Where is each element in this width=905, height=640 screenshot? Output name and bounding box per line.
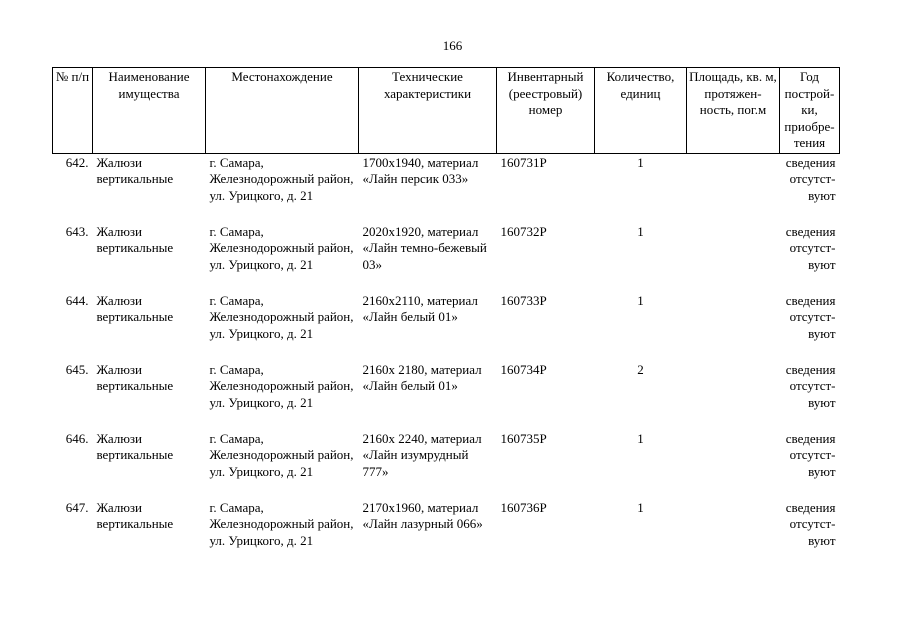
quantity: 1 (637, 292, 644, 308)
inventory-number: 160734Р (500, 361, 547, 377)
table-row (53, 153, 840, 224)
header-cell: Наименование имущества (93, 68, 206, 154)
table-row (53, 224, 840, 293)
property-name: Жалюзи вертикальные (96, 292, 174, 324)
table-row (53, 431, 840, 500)
area-length (687, 431, 780, 500)
property-name: Жалюзи вертикальные (96, 499, 174, 531)
area-length (687, 500, 780, 569)
inventory-number: 160732Р (500, 223, 547, 239)
property-location: г. Самара, Железнодорожный район, ул. Урицкого, д. 21 (209, 361, 354, 410)
property-location: г. Самара, Железнодорожный район, ул. Урицкого, д. 21 (209, 430, 354, 479)
table-row (53, 362, 840, 431)
row-number: 645. (65, 361, 89, 377)
header-cell: Количество, единиц (595, 68, 687, 154)
row-number: 644. (65, 292, 89, 308)
property-name: Жалюзи вертикальные (96, 361, 174, 393)
year-built: сведения отсутст-вуют (785, 499, 836, 548)
header-cell: Год построй-ки, приобре-тения (780, 68, 840, 154)
row-number: 646. (65, 430, 89, 446)
inventory-number: 160733Р (500, 292, 547, 308)
inventory-number: 160736Р (500, 499, 547, 515)
property-location: г. Самара, Железнодорожный район, ул. Урицкого, д. 21 (209, 499, 354, 548)
area-length (687, 293, 780, 362)
inventory-number: 160735Р (500, 430, 547, 446)
technical-specs: 2160х2110, материал «Лайн белый 01» (362, 292, 478, 324)
row-number: 647. (65, 499, 89, 515)
year-built: сведения отсутст-вуют (785, 292, 836, 341)
technical-specs: 2160х 2240, материал «Лайн изумрудный 777» (362, 430, 482, 479)
quantity: 1 (637, 430, 644, 446)
year-built: сведения отсутст-вуют (785, 154, 836, 203)
area-length (687, 153, 780, 224)
technical-specs: 2170х1960, материал «Лайн лазурный 066» (362, 499, 483, 531)
quantity: 1 (637, 499, 644, 515)
header-cell: Местонахождение (206, 68, 359, 154)
property-location: г. Самара, Железнодорожный район, ул. Урицкого, д. 21 (209, 154, 354, 203)
row-number: 643. (65, 223, 89, 239)
area-length (687, 224, 780, 293)
property-name: Жалюзи вертикальные (96, 223, 174, 255)
quantity: 1 (637, 154, 644, 170)
property-name: Жалюзи вертикальные (96, 154, 174, 186)
technical-specs: 2160х 2180, материал «Лайн белый 01» (362, 361, 482, 393)
year-built: сведения отсутст-вуют (785, 361, 836, 410)
header-cell: № п/п (53, 68, 93, 154)
year-built: сведения отсутст-вуют (785, 223, 836, 272)
property-registry-table (52, 67, 840, 569)
table-row (53, 500, 840, 569)
inventory-number: 160731Р (500, 154, 547, 170)
quantity: 1 (637, 223, 644, 239)
row-number: 642. (65, 154, 89, 170)
property-location: г. Самара, Железнодорожный район, ул. Урицкого, д. 21 (209, 223, 354, 272)
header-cell: Площадь, кв. м, протяжен-ность, пог.м (687, 68, 780, 154)
quantity: 2 (637, 361, 644, 377)
property-name: Жалюзи вертикальные (96, 430, 174, 462)
header-cell: Инвентарный (реестровый) номер (497, 68, 595, 154)
year-built: сведения отсутст-вуют (785, 430, 836, 479)
technical-specs: 2020х1920, материал «Лайн темно-бежевый 03» (362, 223, 487, 272)
header-cell: Технические характеристики (359, 68, 497, 154)
page-number: 166 (442, 38, 463, 53)
technical-specs: 1700х1940, материал «Лайн персик 033» (362, 154, 479, 186)
property-location: г. Самара, Железнодорожный район, ул. Урицкого, д. 21 (209, 292, 354, 341)
table-header-row (53, 68, 840, 154)
table-row (53, 293, 840, 362)
area-length (687, 362, 780, 431)
